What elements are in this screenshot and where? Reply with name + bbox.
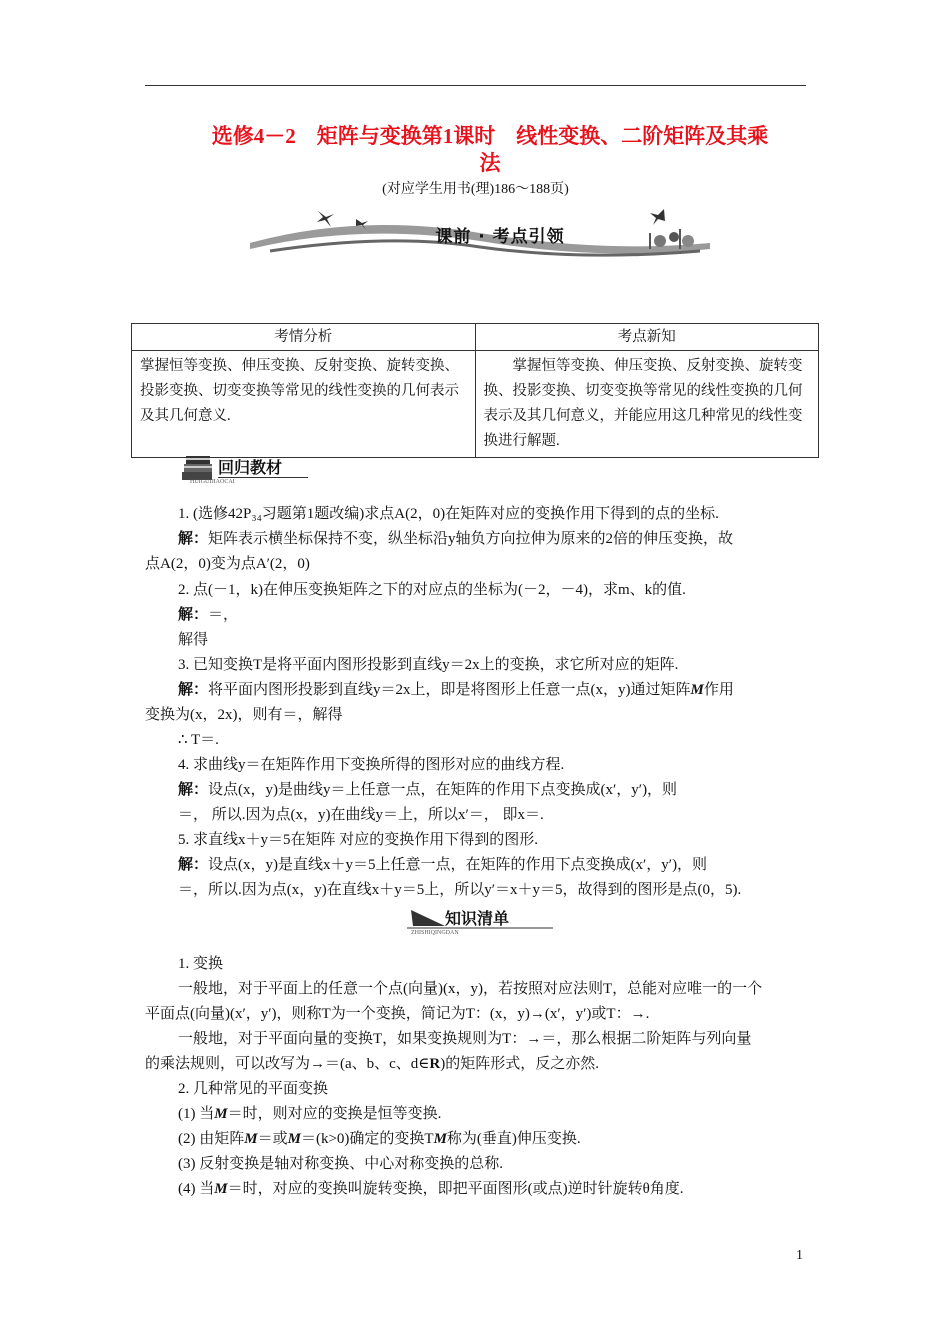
text-line: (3) 反射变换是轴对称变换、中心对称变换的总称. [178,1156,503,1172]
text-line: 3. 已知变换T是将平面内图形投影到直线y＝2x上的变换，求它所对应的矩阵. [178,657,679,673]
header-rule [145,85,806,86]
text-line: (4) 当M＝时，对应的变换叫旋转变换，即把平面图形(或点)逆时针旋转θ角度. [178,1181,684,1197]
page-number: 1 [796,1248,803,1263]
banner-label: 课前 · 考点引领 [435,227,565,247]
text-line: 5. 求直线x＋y＝5在矩阵 对应的变换作用下得到的图形. [178,832,539,848]
text-line: 4. 求曲线y＝在矩阵作用下变换所得的图形对应的曲线方程. [178,757,565,773]
text-line: 一般地，对于平面上的任意一个点(向量)(x，y)，若按照对应法则T，总能对应唯一的一个 [178,981,763,997]
text-line: 解：设点(x，y)是曲线y＝上任意一点，在矩阵的作用下点变换成(x′，y′)，则 [178,782,678,798]
text-line: 平面点(向量)(x′，y′)，则称T为一个变换，简记为T：(x，y)→(x′，y′)或T：→. [145,1006,650,1022]
text-line: 1. 变换 [178,956,224,972]
text-line: 变换为(x，2x)，则有＝，解得 [145,707,343,723]
text-line: 点A(2，0)变为点A′(2，0) [145,556,310,572]
text-line: 解：设点(x，y)是直线x＋y＝5上任意一点，在矩阵的作用下点变换成(x′，y′)，则 [178,857,708,873]
text-line: 1. (选修42P₃₄习题第1题改编)求点A(2，0)在矩阵对应的变换作用下得到的点的坐标. [178,506,719,522]
section-badge-zhishi: 知识清单 ZHISHIQINGDAN [405,904,555,938]
text-line: ∴ T＝. [178,732,219,748]
text-line: (2) 由矩阵M＝或M＝(k>0)确定的变换TM称为(垂直)伸压变换. [178,1131,581,1147]
text-line: 解：将平面内图形投影到直线y＝2x上，即是将图形上任意一点(x，y)通过矩阵M作用 [178,682,734,698]
text-line: 解：＝， [178,607,239,623]
text-line: 解：矩阵表示横坐标保持不变，纵坐标沿y轴负方向拉伸为原来的2倍的伸压变换，故 [178,531,734,547]
text-line: 2. 几种常见的平面变换 [178,1081,329,1097]
table-cell: 掌握恒等变换、伸压变换、反射变换、旋转变换、投影变换、切变变换等常见的线性变换的几何表示及其几何意义. [132,351,476,458]
text-line: 的乘法规则，可以改写为→＝(a、b、c、d∈R)的矩阵形式，反之亦然. [145,1056,600,1072]
page-subtitle: (对应学生用书(理)186～188页) [382,182,569,197]
text-line: ＝， 所以.因为点(x，y)在曲线y＝上，所以x′＝， 即x＝. [178,807,544,823]
table-header: 考情分析 [132,324,476,351]
page-title: 选修4－2 矩阵与变换第1课时 线性变换、二阶矩阵及其乘 法 [211,124,769,175]
text-line: (1) 当M＝时，则对应的变换是恒等变换. [178,1106,442,1122]
text-line: 2. 点(－1，k)在伸压变换矩阵之下的对应点的坐标为(－2，－4)，求m、k的值. [178,582,686,598]
table-cell: 掌握恒等变换、伸压变换、反射变换、旋转变换、投影变换、切变变换等常见的线性变换的几何表示及其几何意义，并能应用这几种常见的线性变换进行解题. [475,351,819,458]
text-line: 一般地，对于平面向量的变换T，如果变换规则为T：→＝，那么根据二阶矩阵与列向量 [178,1031,752,1047]
text-line: ＝，所以.因为点(x，y)在直线x＋y＝5上，所以y′＝x＋y＝5，故得到的图形是点(0，5). [178,882,742,898]
text-line: 解得 [178,632,209,648]
analysis-table [131,323,819,458]
table-header: 考点新知 [475,324,819,351]
section-badge-huigui: 回归教材 HUIGUIJIAOCAI [178,452,308,486]
